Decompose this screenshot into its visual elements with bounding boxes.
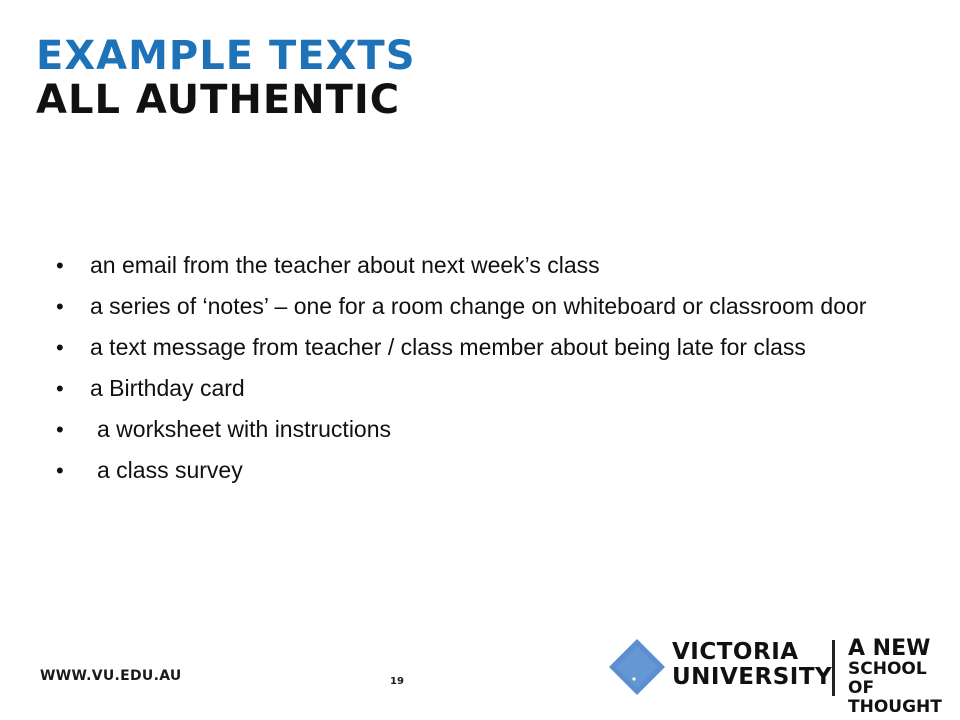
bullet-dot-icon: • — [56, 417, 64, 442]
bullet-item — [54, 291, 934, 322]
bullet-text: a Birthday card — [90, 375, 245, 401]
logo-divider — [832, 640, 835, 696]
bullet-text: a class survey — [97, 457, 243, 483]
bullet-dot-icon: • — [56, 253, 64, 278]
bullet-dot-icon: • — [56, 458, 64, 483]
tagline-line: THOUGHT — [848, 697, 942, 717]
university-logo — [608, 634, 948, 717]
bullet-item — [54, 250, 934, 281]
bullet-text: a text message from teacher / class member about being late for class — [90, 334, 806, 360]
bullet-item — [54, 455, 934, 486]
tagline-line: SCHOOL OF — [848, 659, 927, 698]
vu-diamond-icon — [608, 638, 666, 696]
footer-url: WWW.VU.EDU.AU — [40, 668, 182, 684]
logo-name-line: VICTORIA — [672, 639, 799, 665]
logo-wordmark — [672, 640, 832, 690]
tagline-line: A NEW — [848, 636, 931, 661]
bullet-list — [54, 250, 934, 496]
bullet-item — [54, 373, 934, 404]
slide-title — [36, 34, 416, 122]
bullet-dot-icon: • — [56, 376, 64, 401]
title-line-secondary: ALL AUTHENTIC — [36, 77, 401, 123]
logo-tagline — [848, 638, 948, 717]
bullet-dot-icon: • — [56, 335, 64, 360]
bullet-text: a worksheet with instructions — [97, 416, 392, 442]
title-line-primary: EXAMPLE TEXTS — [36, 33, 416, 79]
bullet-text: an email from the teacher about next week’s class — [90, 252, 600, 278]
bullet-item — [54, 332, 934, 363]
bullet-item — [54, 414, 934, 445]
page-number: 19 — [390, 676, 404, 687]
logo-name-line: UNIVERSITY — [672, 664, 833, 690]
bullet-text: a series of ‘notes’ – one for a room change on whiteboard or classroom door — [90, 293, 867, 319]
bullet-dot-icon: • — [56, 294, 64, 319]
